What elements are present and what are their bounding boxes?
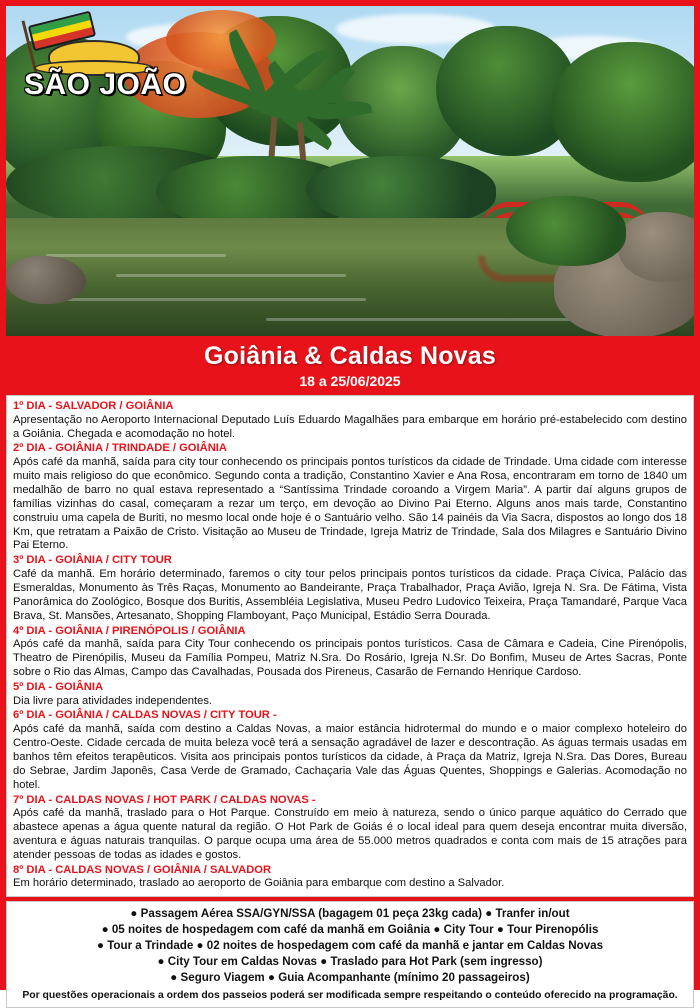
itinerary-panel (6, 395, 694, 897)
day-title: 8º DIA - CALDAS NOVAS / GOIÂNIA / SALVADOR (13, 863, 272, 876)
water-highlight (66, 298, 366, 301)
day-title: 5º DIA - GOIÂNIA (13, 680, 104, 693)
day-title: 7º DIA - CALDAS NOVAS / HOT PARK / CALDAS NOVAS - (13, 793, 316, 806)
include-item: 02 noites de hospedagem com café da manhã e jantar em Caldas Novas (206, 939, 604, 953)
title-bar (6, 336, 694, 391)
day-title: 1º DIA - SALVADOR / GOIÂNIA (13, 400, 174, 412)
day-description: Apresentação no Aeroporto Internacional Deputado Luís Eduardo Magalhães para embarque em horário pré-estabelecido com destino a Goiânia. Chegada e acomodação no hotel. (13, 413, 687, 440)
bullet-icon: ● (496, 923, 504, 937)
includes-line (15, 906, 685, 922)
water-highlight (116, 274, 346, 277)
day-title: 4º DIA - GOIÂNIA / PIRENÓPOLIS / GOIÂNIA (13, 624, 246, 637)
include-item: Tour a Trindade (107, 939, 194, 953)
include-item: Guia Acompanhante (mínimo 20 passageiros) (278, 971, 530, 985)
operational-disclaimer: Por questões operacionais a ordem dos passeios poderá ser modificada sempre respeitando o conteúdo oferecido na programação. (22, 990, 678, 1002)
includes-panel (6, 901, 694, 1008)
day-title: 6º DIA - GOIÂNIA / CALDAS NOVAS / CITY TOUR - (13, 709, 277, 722)
hero-photo (6, 6, 694, 336)
includes-line (15, 970, 685, 986)
logo (20, 16, 210, 111)
day-description: Dia livre para atividades independentes. (13, 694, 213, 707)
includes-line (15, 938, 685, 954)
bullet-icon: ● (485, 907, 493, 921)
travel-dates: 18 a 25/06/2025 (299, 373, 401, 389)
day-description: Após café da manhã, saída para City Tour conhecendo os principais pontos turísticos. Casa de Câmara e Cadeia, Cine Pirenópolis, Theatro de Pirenópilis, Museu da Família Pompeu, Matriz N.Sra. Do Rosário, Igreja N.Sr. Do Bonfim, Museu de Artes Sacras, Ponte sobre o Rio das Almas, Campo das Cavalhadas, Pousada dos Pireneus, Casarão de Fernando Henrique Cardoso. (13, 638, 687, 678)
bank-shrub (506, 196, 626, 266)
bullet-icon: ● (433, 923, 441, 937)
bullet-icon: ● (320, 955, 328, 969)
day-description: Após café da manhã, saída com destino a Caldas Novas, a maior estância hidrotermal do mundo e o maior complexo hoteleiro do Centro-Oeste. Cidade cercada de muita beleza você terá a sensação agradável de lazer e descontração. As águas termais usadas em banhos têm efeitos terapêuticos. Visita aos principais pontos turísticos da cidade, à Praça da Matriz, Igreja N.Sra. Das Dores, Bureau do Sebrae, Jardim Japonês, Casa Verde de Gramado, Cachaçaria Vale das Águas Quentes, Shoppings e Galerias. Acomodação no hotel. (13, 723, 687, 791)
day-description: Em horário determinado, traslado ao aeroporto de Goiânia para embarque com destino a Salvador. (13, 877, 505, 890)
include-item: Traslado para Hot Park (sem ingresso) (330, 955, 543, 969)
include-item: City Tour (443, 923, 494, 937)
water-highlight (46, 254, 226, 257)
day-description: Após café da manhã, saída para city tour conhecendo os principais pontos turísticos da cidade de Trindade. Uma cidade com interesse muito mais religioso do que econômico. Segundo conta a tradição, Constantino Xavier e Ana Rosa, encontraram em torno de 1840 um medalhão de barro no qual estava representado a “Santíssima Trindade coroando a Virgem Maria”. A partir daí alguns grupos de famílias vizinhas do casal, começaram a rezar um terço, em devoção ao Divino Pai Eterno. Alguns anos mais tarde, Constantino construiu uma capela de Buriti, no mesmo local onde hoje é o Santuário velho. São 14 painéis da Via Sacra, dispostos ao longo dos 18 Km, que retratam a Paixão de Cristo. Visitação ao Museu de Trindade, Igreja Matriz de Trindade, Sala dos Milagres e Santuário Divino Pai Eterno. (13, 456, 687, 552)
day-description: Café da manhã. Em horário determinado, faremos o city tour pelos principais pontos turísticos da cidade. Praça Cívica, Palácio das Esmeraldas, Monumento às Três Raças, Monumento ao Bandeirante, Praça Trabalhador, Praça Avião, Igreja N. Sra. De Fátima, Vista Panorâmica do Zoológico, Bosque dos Buritis, Assembléia Legislativa, Museu Pedro Ludovico Teixeira, Praça Tamandaré, Parque Vaca Brava, St. Mansões, Artesanato, Shopping Flamboyant, Paço Municipal, Estádio Serra Dourada. (13, 567, 687, 622)
includes-line (15, 954, 685, 970)
includes-line (15, 922, 685, 938)
bullet-icon: ● (157, 955, 165, 969)
bullet-icon: ● (196, 939, 204, 953)
bullet-icon: ● (267, 971, 275, 985)
rock (6, 256, 86, 304)
day-title: 3º DIA - GOIÂNIA / CITY TOUR (13, 554, 172, 567)
include-item: Seguro Viagem (180, 971, 265, 985)
include-item: City Tour em Caldas Novas (167, 955, 318, 969)
page-title: Goiânia & Caldas Novas (204, 342, 496, 370)
brand-name: SÃO JOÃO (24, 68, 187, 101)
bullet-icon: ● (101, 923, 109, 937)
day-title: 2º DIA - GOIÂNIA / TRINDADE / GOIÂNIA (13, 442, 227, 455)
bullet-icon: ● (170, 971, 178, 985)
tree-foliage (551, 42, 694, 182)
include-item: Tranfer in/out (495, 907, 570, 921)
bullet-icon: ● (96, 939, 104, 953)
day-description: Após café da manhã, traslado para o Hot Parque. Construído em meio à natureza, sendo o único parque aquático do Cerrado que abastece apenas a água quente natural da região. O Hot Park de Goiás é o local ideal para quem deseja encontrar muita diversão, aventura e águas naturais tranquilas. O parque ocupa uma área de 55.000 metros quadrados e conta com mais de 15 atrações para atender pessoas de todas as idades e gostos. (13, 807, 687, 861)
bullet-icon: ● (130, 907, 138, 921)
include-item: 05 noites de hospedagem com café da manhã em Goiânia (111, 923, 431, 937)
water-highlight (266, 318, 586, 321)
include-item: Passagem Aérea SSA/GYN/SSA (bagagem 01 peça 23kg cada) (140, 907, 482, 921)
include-item: Tour Pirenopólis (507, 923, 599, 937)
